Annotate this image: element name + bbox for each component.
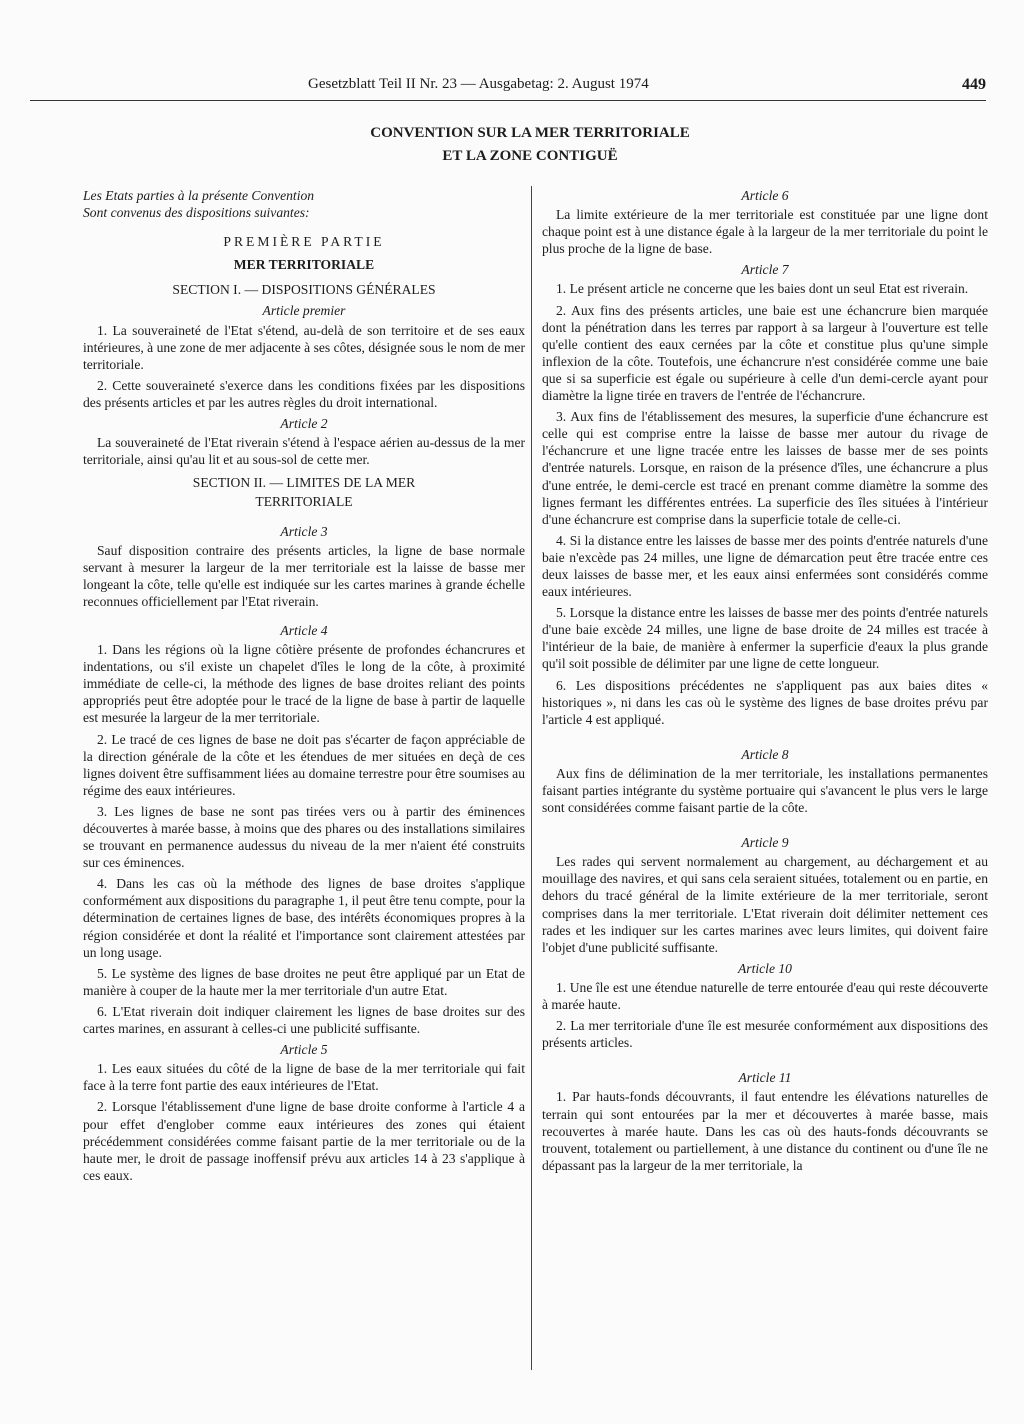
article-heading: Article 6	[741, 188, 789, 203]
article-heading: Article 5	[280, 1042, 328, 1058]
paragraph: 2. Aux fins des présents articles, une baie est une échancrure bien marquée dont la pénétration dans les terres par rapport à sa largeur à l'ouverture est telle qu'elle contient des eaux cernées par la côte et constitue plus qu'une simple inflexion de la côte. Toutefois, une échancrure n'est considérée comme une baie que si sa superficie est égale ou supérieure à celle d'un demi-cercle ayant pour diamètre la ligne tirée en travers de l'entrée de l'échancrure.	[542, 302, 988, 404]
article-heading: Article 2	[280, 416, 328, 432]
column-divider	[531, 186, 532, 1370]
section-2-heading-line-1: SECTION II. — LIMITES DE LA MER	[192, 475, 416, 491]
paragraph: La limite extérieure de la mer territoriale est constituée par une ligne dont chaque point est à une distance égale à la largeur de la mer territoriale du point le plus proche de la ligne de base.	[542, 207, 988, 257]
paragraph: Sauf disposition contraire des présents articles, la ligne de base normale servant à mesurer la largeur de la mer territoriale est la laisse de basse mer longeant la côte, telle qu'elle est indiquée sur les cartes marines à grande échelle reconnues officiellement par l'Etat riverain.	[83, 542, 525, 609]
paragraph: 6. L'Etat riverain doit indiquer clairement les lignes de base droites sur des cartes marines, en assurant à celles-ci une publicité suffisante.	[83, 1003, 525, 1037]
article-heading: Article 3	[280, 523, 328, 539]
preamble-line-2: Sont convenus des dispositions suivantes:	[83, 205, 310, 221]
section-1-heading: SECTION I. — DISPOSITIONS GÉNÉRALES	[172, 282, 436, 298]
paragraph: 3. Les lignes de base ne sont pas tirées vers ou à partir des éminences découvertes à marée basse, à moins que des phares ou des installations similaires se trouvant en permanence audessus du niveau de la mer n'aient été construits sur ces éminences.	[83, 803, 525, 871]
preamble-line-1: Les Etats parties à la présente Convention	[83, 188, 315, 203]
article-heading: Article 9	[741, 835, 789, 851]
paragraph: 2. Le tracé de ces lignes de base ne doit pas s'écarter de façon appréciable de la direction générale de la côte et les étendues de mer situées en deçà de ces lignes doivent être suffisamment liées au domaine terrestre pour être soumises au régime des eaux intérieures.	[83, 731, 525, 798]
paragraph: 4. Dans les cas où la méthode des lignes de base droites s'applique conformément aux dispositions du paragraphe 1, il peut être tenu compte, pour la détermination de certaines lignes de base, des intérêts économiques propres à la région considérée et dont la réalité et l'importance sont clairement attestées par un long usage.	[83, 876, 525, 960]
paragraph: 4. Si la distance entre les laisses de basse mer des points d'entrée naturels d'une baie n'excède pas 24 milles, une ligne de démarcation peut être tracée entre ces deux laisses de basse mer, et les eaux ainsi enfermées sont considérés comme eaux intérieures.	[542, 532, 988, 600]
part-title: MER TERRITORIALE	[233, 257, 375, 273]
article-heading: Article 11	[738, 1070, 792, 1086]
article-heading: Article premier	[262, 303, 346, 319]
paragraph: 1. La souveraineté de l'Etat s'étend, au-delà de son territoire et de ses eaux intérieures, à une zone de mer adjacente à ses côtes, désignée sous le nom de mer territoriale.	[83, 322, 525, 372]
document-title	[300, 122, 760, 168]
paragraph: 1. Les eaux situées du côté de la ligne de base de la mer territoriale qui fait face à la terre font partie des eaux intérieures de l'Etat.	[83, 1061, 525, 1094]
paragraph: 1. Par hauts-fonds découvrants, il faut entendre les élévations naturelles de terrain qui sont entourées par la mer et découvertes à marée basse, mais recouvertes à marée haute. Dans les cas où des hauts-fonds découvrants se trouvent, totalement ou partiellement, à une distance du continent ou d'une île ne dépassant pas la largeur de la mer territoriale, la	[542, 1089, 988, 1173]
right-column	[542, 187, 988, 1178]
paragraph: 5. Le système des lignes de base droites ne peut être appliqué par un Etat de manière à couper de la haute mer la mer territoriale d'un autre Etat.	[83, 965, 525, 998]
article-heading: Article 7	[741, 262, 789, 278]
article-heading: Article 4	[280, 622, 328, 638]
paragraph: 2. Lorsque l'établissement d'une ligne de base droite conforme à l'article 4 a pour effet d'englober comme eaux intérieures des zones qui étaient précédemment considérées comme faisant partie de la mer territoriale ou de la haute mer, le droit de passage inoffensif prévu aux articles 14 à 23 s'applique à ces eaux.	[83, 1099, 525, 1183]
paragraph: 2. Cette souveraineté s'exerce dans les conditions fixées par les dispositions des présents articles et par les autres règles du droit international.	[83, 377, 525, 410]
paragraph: La souveraineté de l'Etat riverain s'étend à l'espace aérien au-dessus de la mer territoriale, ainsi qu'au lit et au sous-sol de cette mer.	[83, 435, 525, 468]
paragraph: 1. Le présent article ne concerne que les baies dont un seul Etat est riverain.	[556, 281, 969, 297]
title-line-1: CONVENTION SUR LA MER TERRITORIALE	[370, 125, 690, 141]
title-line-2: ET LA ZONE CONTIGUË	[442, 148, 618, 164]
part-heading: PREMIÈRE PARTIE	[223, 234, 385, 250]
page-number: 449	[962, 76, 986, 93]
paragraph: 1. Une île est une étendue naturelle de terre entourée d'eau qui reste découverte à marée haute.	[542, 979, 988, 1013]
paragraph: Les rades qui servent normalement au chargement, au déchargement et au mouillage des navires, et qui sans cela seraient situées, totalement ou en partie, en dehors du tracé général de la limite extérieure de la mer territoriale, seront comprises dans la mer territoriale. L'Etat riverain doit délimiter nettement ces rades et les indiquer sur les cartes marines avec leurs limites, qui doivent faire l'objet d'une publicité suffisante.	[542, 854, 988, 955]
section-2-heading-line-2: TERRITORIALE	[255, 494, 353, 510]
article-heading: Article 8	[741, 746, 789, 762]
left-column	[83, 187, 525, 1188]
paragraph: 5. Lorsque la distance entre les laisses de basse mer des points d'entrée naturels d'une baie excède 24 milles, une ligne de base droite de 24 milles est tracée à l'intérieur de la baie, de manière à enfermer la superficie d'eaux la plus grande qu'il soit possible de délimiter par une ligne de cette longueur.	[542, 605, 988, 672]
paragraph: 3. Aux fins de l'établissement des mesures, la superficie d'une échancrure est celle qui est comprise entre la laisse de basse mer autour du rivage de l'échancrure et une ligne tracée entre les laisses de basse mer de ses points d'entrée naturels. Lorsque, en raison de la présence d'îles, une échancrure a plus d'une entrée, le demi-cercle est tracé en prenant comme diamètre la somme des lignes fermant les différentes entrées. La superficie des îles situées à l'intérieur d'une échancrure est comprise dans la superficie totale de celle-ci.	[542, 409, 988, 527]
running-header	[30, 76, 986, 101]
article-heading: Article 10	[738, 960, 792, 976]
paragraph: 6. Les dispositions précédentes ne s'appliquent pas aux baies dites « historiques », ni dans les cas où le système des lignes de base droites prévu par l'article 4 est appliqué.	[542, 677, 988, 727]
paragraph: 2. La mer territoriale d'une île est mesurée conformément aux dispositions des présents articles.	[542, 1018, 988, 1051]
paragraph: Aux fins de délimination de la mer territoriale, les installations permanentes faisant parties intégrante du système portuaire qui s'avancent le plus vers le large sont considérées comme faisant partie de la côte.	[542, 765, 988, 816]
paragraph: 1. Dans les régions où la ligne côtière présente de profondes échancrures et indentations, ou s'il existe un chapelet d'îles le long de la côte, à proximité immédiate de celle-ci, la méthode des lignes de base droites reliant des points appropriés peut être adoptée pour le tracé de la ligne de base à partir de laquelle est mesurée la largeur de la mer territoriale.	[83, 642, 525, 726]
header-text: Gesetzblatt Teil II Nr. 23 — Ausgabetag: 2. August 1974	[308, 76, 649, 92]
